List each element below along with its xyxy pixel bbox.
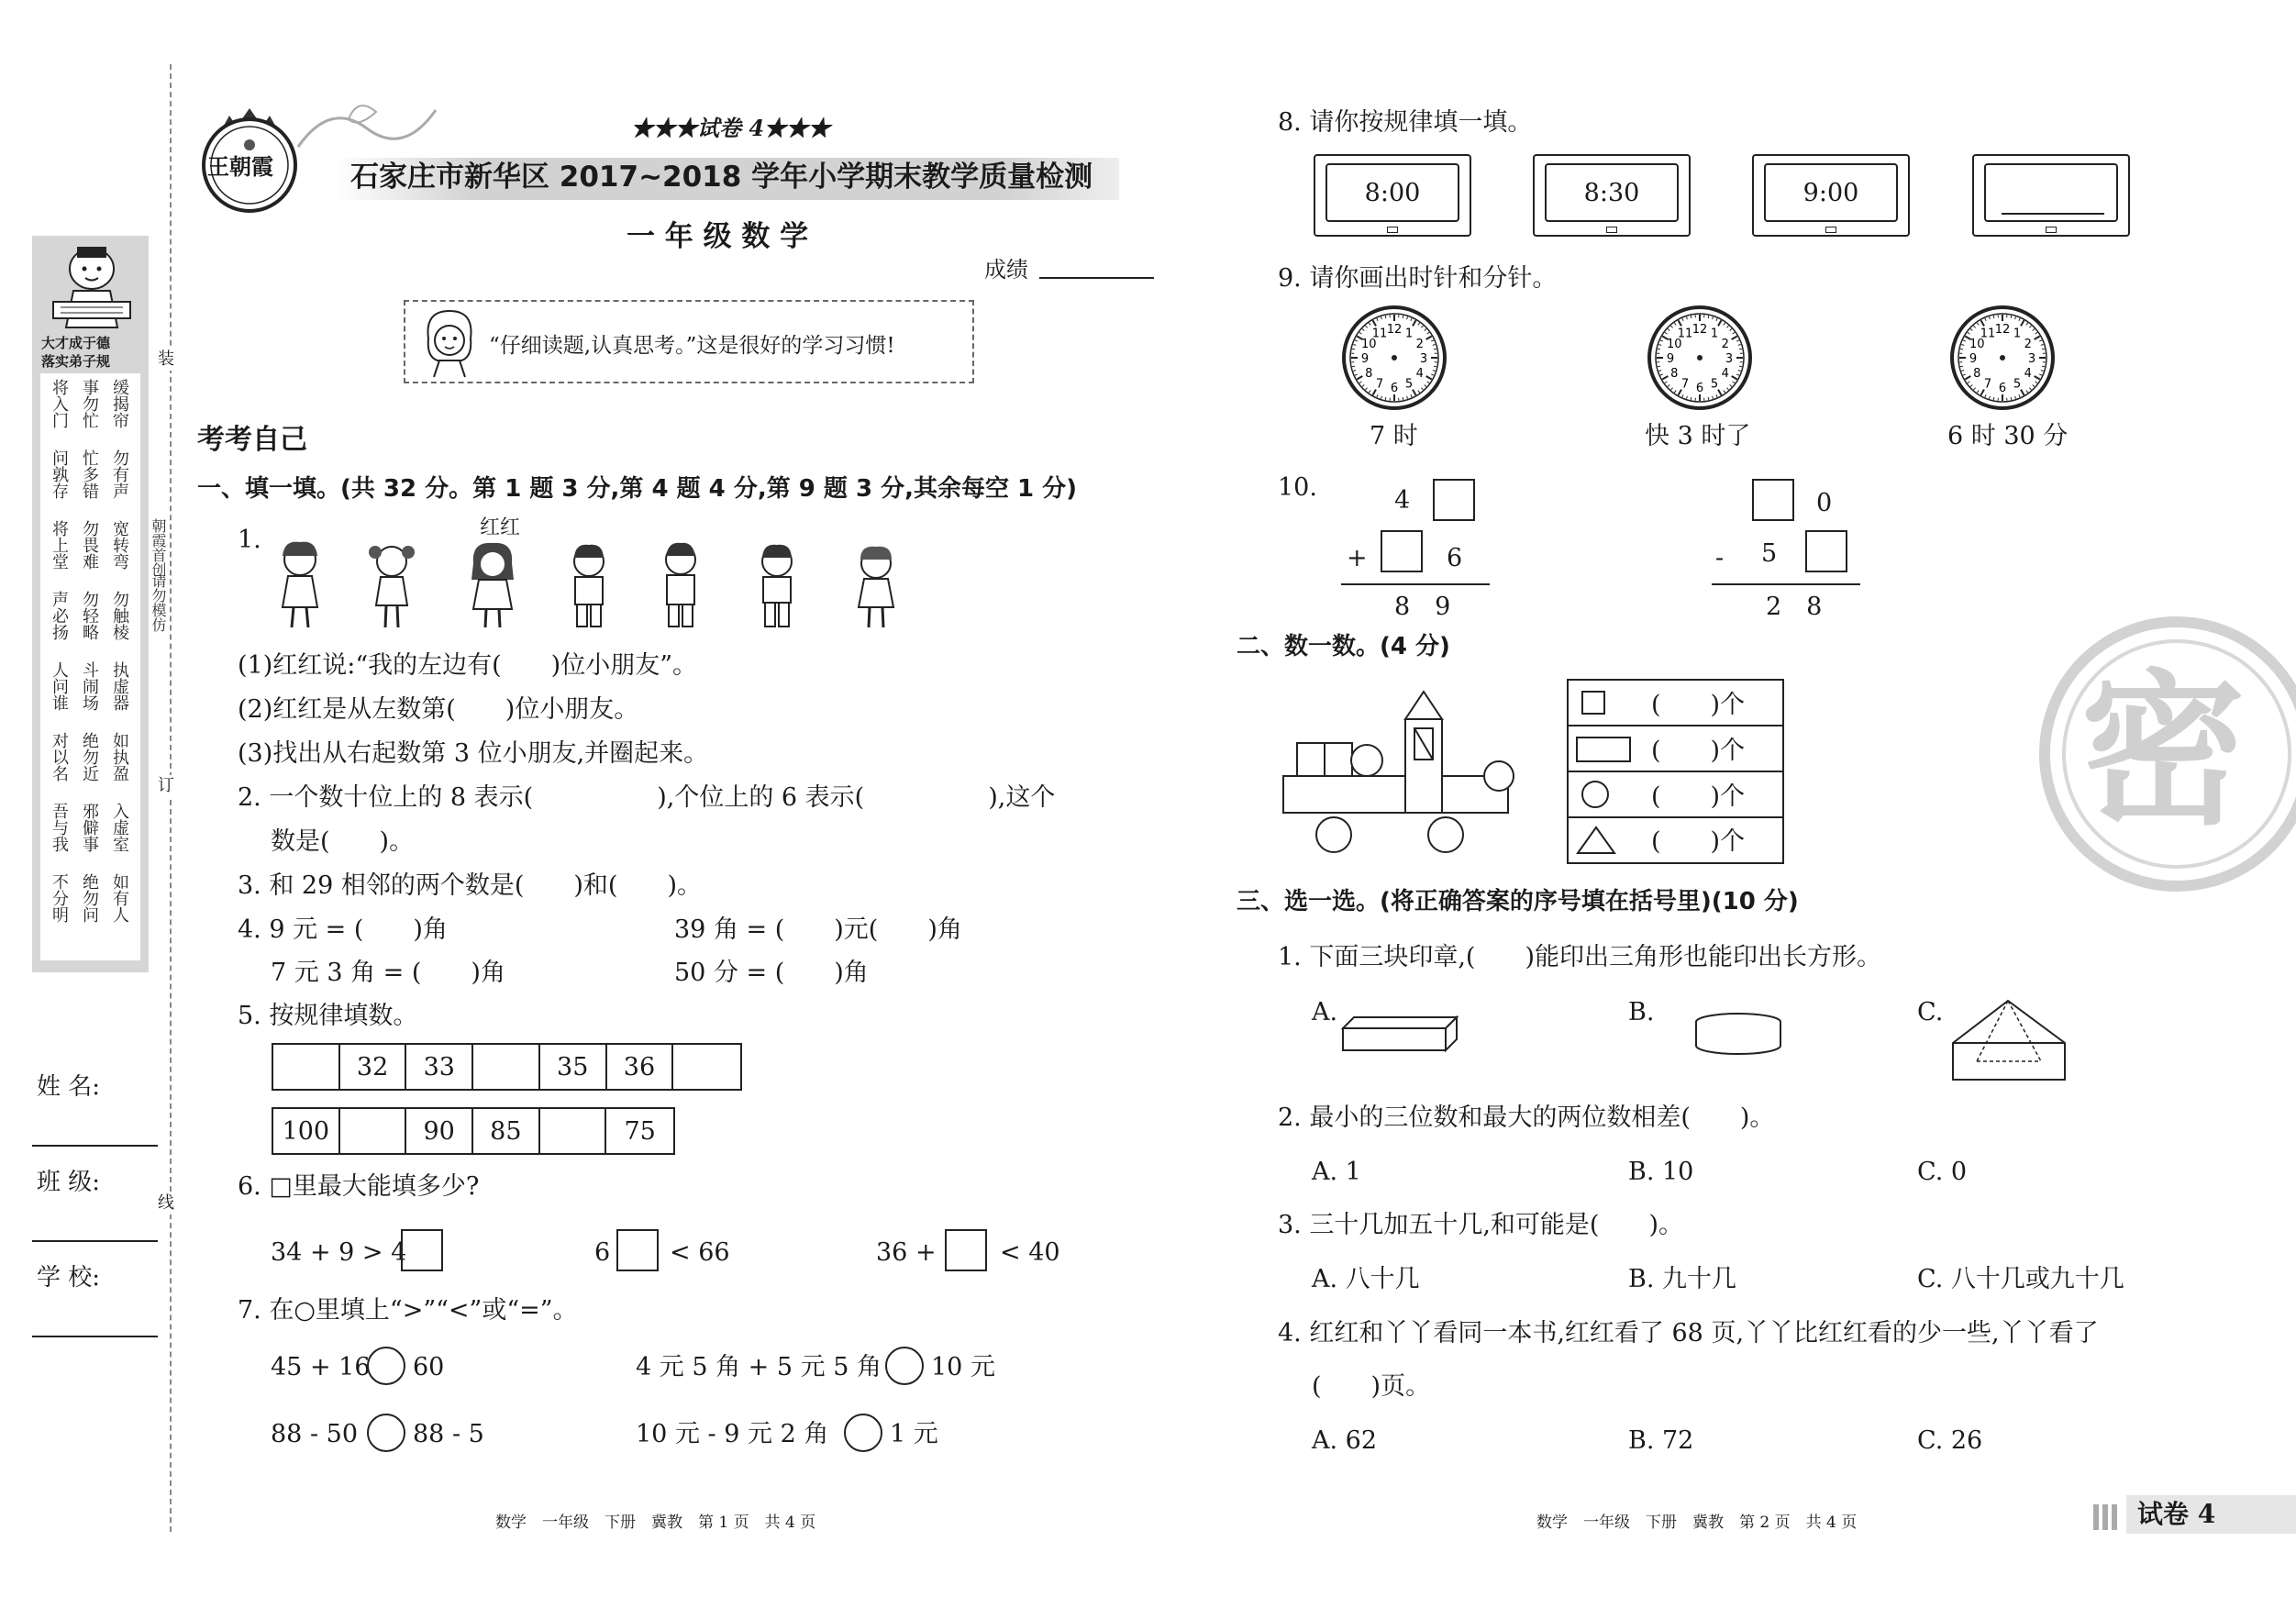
section-title: 考考自己 — [197, 424, 307, 456]
choice-q3-option-a[interactable]: A. 八十几 — [1312, 1265, 1420, 1293]
choice-q4-option-c[interactable]: C. 26 — [1917, 1426, 1983, 1455]
q5-cell[interactable] — [340, 1109, 407, 1153]
clock-numeral: 10 — [1969, 338, 1985, 351]
exam-title: 石家庄市新华区 2017~2018 学年小学期末教学质量检测 — [350, 161, 1093, 194]
clock-display-4-blank[interactable] — [1972, 154, 2130, 237]
count-blank-triangle[interactable]: ( )个 — [1651, 827, 1746, 856]
school-label: 学 校: — [37, 1264, 101, 1292]
clock-display-knob — [1825, 227, 1836, 233]
circle-shape-icon — [1581, 781, 1609, 808]
q10-b-top-box[interactable] — [1752, 479, 1794, 521]
q7-b-left: 4 元 5 角 + 5 元 5 角 — [636, 1353, 882, 1381]
clock-display-knob — [1387, 227, 1398, 233]
q7-c-right: 88 - 5 — [413, 1420, 484, 1448]
q6-a-expression: 34 + 9 > 4 — [271, 1238, 407, 1267]
q5-cell: 32 — [340, 1045, 407, 1089]
q5: 5. 按规律填数。 — [238, 1002, 418, 1030]
q10-b-top-digit: 0 — [1816, 489, 1833, 517]
class-field[interactable] — [32, 1240, 158, 1242]
count-row-triangle — [1569, 818, 1782, 862]
q7: 7. 在○里填上“>”“<”或“=”。 — [238, 1296, 578, 1325]
name-field[interactable] — [32, 1145, 158, 1147]
q10-b-minus: - — [1715, 544, 1725, 572]
scholar-figure-icon — [46, 243, 138, 333]
shape-train-figure — [1277, 686, 1520, 856]
q10-a-result: 8 9 — [1394, 593, 1451, 621]
clock-display-screen: 8:00 — [1325, 163, 1459, 222]
maxim-column: 勿有声 — [110, 449, 129, 499]
clock-numeral: 9 — [1666, 352, 1675, 366]
q5-cell[interactable] — [473, 1045, 540, 1089]
q10-number: 10. — [1278, 473, 1317, 502]
clock-numeral: 12 — [1691, 323, 1708, 337]
clock-display-3 — [1752, 154, 1910, 237]
q10-a-mid-box[interactable] — [1381, 530, 1423, 572]
children-row-illustration — [266, 539, 926, 633]
clock-display-1 — [1314, 154, 1471, 237]
q1-number: 1. — [238, 526, 261, 554]
q10-a-mid-digit: 6 — [1447, 544, 1463, 572]
maxim-column: 将入门 — [50, 379, 69, 428]
clock-face-1[interactable] — [1341, 305, 1447, 411]
square-shape-icon — [1581, 691, 1605, 715]
clock-numeral: 5 — [1710, 377, 1719, 392]
clock-numeral: 2 — [1415, 338, 1424, 351]
part3-title: 三、选一选。(将正确答案的序号填在括号里)(10 分) — [1237, 888, 1799, 915]
clock-numeral: 5 — [2013, 377, 2022, 392]
count-blank-square[interactable]: ( )个 — [1651, 691, 1746, 719]
clock-numeral: 3 — [2027, 352, 2036, 366]
clock-display-screen: 9:00 — [1764, 163, 1898, 222]
maxim-column: 入虚室 — [110, 803, 129, 852]
q10-a-plus: + — [1347, 544, 1368, 572]
q1-sub1: (1)红红说:“我的左边有( )位小朋友”。 — [238, 651, 698, 680]
seal-label-2: 订 — [158, 776, 174, 795]
maxim-column: 将上堂 — [50, 520, 69, 570]
score-label: 成绩 — [984, 257, 1028, 283]
clock-numeral: 4 — [1415, 367, 1424, 381]
name-label: 姓 名: — [37, 1073, 101, 1101]
maxim-column: 对以名 — [50, 732, 69, 782]
child-1-icon — [283, 542, 317, 627]
choice-q1-option-a[interactable]: A. — [1312, 998, 1338, 1026]
choice-q3-option-c[interactable]: C. 八十几或九十几 — [1917, 1265, 2124, 1293]
q5-sequence-row-1 — [272, 1043, 742, 1091]
q6-b-prefix: 6 — [594, 1238, 611, 1267]
q10-b-mid-box[interactable] — [1805, 530, 1847, 572]
maxim-column: 邪僻事 — [80, 803, 99, 852]
q6: 6. □里最大能填多少? — [238, 1172, 480, 1201]
right-page-footer: 数学 一年级 下册 冀教 第 2 页 共 4 页 — [1536, 1514, 1858, 1532]
q5-cell[interactable] — [673, 1045, 740, 1089]
choice-q4-option-a[interactable]: A. 62 — [1312, 1426, 1378, 1455]
maxim-column: 绝勿问 — [80, 873, 99, 923]
exam-number: ★★★试卷 4★★★ — [631, 115, 831, 141]
maxim-column: 忙多错 — [80, 449, 99, 499]
q5-cell: 35 — [540, 1045, 607, 1089]
clock-numeral: 7 — [1680, 377, 1690, 392]
clock-face-2[interactable] — [1647, 305, 1753, 411]
q6-b-suffix: < 66 — [670, 1238, 730, 1267]
clock-numeral: 10 — [1361, 338, 1377, 351]
maxim-list — [40, 373, 140, 949]
sidebar-motto-top: 大才成于德 — [41, 335, 111, 351]
child-6-icon — [762, 545, 792, 627]
maxim-column: 问孰存 — [50, 449, 69, 499]
q4-b: 39 角 = ( )元( )角 — [674, 915, 962, 944]
count-table — [1567, 679, 1784, 864]
maxim-column: 缓揭帘 — [110, 379, 129, 428]
header-ribbon-decoration — [294, 92, 440, 156]
clock-numeral: 1 — [1404, 327, 1414, 341]
q10-a-top-box[interactable] — [1433, 479, 1475, 521]
maxim-column: 人问谁 — [50, 661, 69, 711]
clock-numeral: 9 — [1360, 352, 1370, 366]
q1-honghong-label: 红红 — [480, 516, 521, 539]
clock-label-2: 快 3 时了 — [1645, 422, 1751, 450]
part1-title: 一、填一填。(共 32 分。第 1 题 3 分,第 4 题 4 分,第 9 题 3 分,其余每空 1 分) — [197, 475, 1078, 503]
clock-numeral: 8 — [1973, 367, 1981, 381]
q7-d-left: 10 元 - 9 元 2 角 — [636, 1420, 829, 1448]
clock-numeral: 4 — [1721, 367, 1729, 381]
girl-reader-icon — [417, 305, 482, 379]
clock-numeral: 9 — [1969, 352, 1978, 366]
choice-q2: 2. 最小的三位数和最大的两位数相差( )。 — [1278, 1103, 1775, 1132]
maxim-column: 如有人 — [110, 873, 129, 923]
seal-label-3: 线 — [158, 1193, 174, 1213]
q5-cell[interactable] — [540, 1109, 607, 1153]
child-3-honghong-icon — [471, 543, 514, 627]
q5-cell: 33 — [406, 1045, 473, 1089]
clock-display-screen: 8:30 — [1545, 163, 1679, 222]
choice-q2-option-c[interactable]: C. 0 — [1917, 1158, 1968, 1186]
clock-numeral: 1 — [2013, 327, 2022, 341]
maxim-column: 不分明 — [50, 873, 69, 923]
tip-text: “仔细读题,认真思考。”这是很好的学习习惯! — [489, 334, 895, 358]
clock-numeral: 6 — [1695, 382, 1704, 395]
choice-q1-option-b[interactable]: B. — [1628, 998, 1655, 1026]
maxim-box — [40, 373, 140, 960]
clock-numeral: 12 — [1386, 323, 1403, 337]
q7-a-right: 60 — [413, 1353, 445, 1381]
clock-numeral: 2 — [2024, 338, 2032, 351]
score-field[interactable] — [1039, 277, 1154, 279]
clock-numeral: 2 — [1721, 338, 1729, 351]
sidebar-motto-bottom: 落实弟子规 — [41, 353, 111, 370]
q2-line2: 数是( )。 — [271, 827, 415, 856]
clock-numeral: 7 — [1983, 377, 1992, 392]
choice-q4-option-b[interactable]: B. 72 — [1628, 1426, 1694, 1455]
maxim-column: 绝勿近 — [80, 732, 99, 782]
clock-numeral: 3 — [1725, 352, 1734, 366]
q3: 3. 和 29 相邻的两个数是( )和( )。 — [238, 871, 702, 900]
q6-c-suffix: < 40 — [1000, 1238, 1060, 1267]
maxim-column: 勿轻略 — [80, 591, 99, 640]
q4-d: 50 分 = ( )角 — [674, 959, 869, 987]
q5-cell: 85 — [473, 1109, 540, 1153]
maxim-column: 勿畏难 — [80, 520, 99, 570]
clock-label-3: 6 时 30 分 — [1947, 422, 2069, 450]
child-2-icon — [369, 546, 415, 627]
maxim-column: 宽转弯 — [110, 520, 129, 570]
q5-cell: 100 — [273, 1109, 340, 1153]
count-blank-rectangle[interactable]: ( )个 — [1651, 737, 1746, 765]
clock-numeral: 11 — [1980, 327, 1996, 341]
clock-display-knob — [1606, 227, 1617, 233]
count-row-rectangle — [1569, 726, 1782, 772]
choice-q2-option-a[interactable]: A. 1 — [1312, 1158, 1361, 1186]
part2-title: 二、数一数。(4 分) — [1237, 633, 1450, 660]
maxim-column: 斗闹场 — [80, 661, 99, 711]
maxim-column: 执虚器 — [110, 661, 129, 711]
exam-subtitle: 一 年 级 数 学 — [627, 220, 809, 253]
stamp-cuboid-figure — [1341, 1014, 1460, 1055]
clock-numeral: 8 — [1670, 367, 1679, 381]
maxim-column: 吾与我 — [50, 803, 69, 852]
q4-a: 4. 9 元 = ( )角 — [238, 915, 448, 944]
clock-numeral: 1 — [1710, 327, 1719, 341]
clock-numeral: 7 — [1375, 377, 1384, 392]
confidential-stamp-char: 密 — [2080, 656, 2246, 848]
q10-b-difference-line — [1712, 583, 1860, 585]
maxim-column: 声必扬 — [50, 591, 69, 640]
binding-line — [170, 64, 172, 1532]
blank-answer-line — [2002, 213, 2104, 215]
clock-display-2 — [1533, 154, 1691, 237]
q6-c-answer-box[interactable] — [945, 1229, 987, 1271]
q10-a-top-digit: 4 — [1394, 486, 1411, 515]
corner-decoration — [2093, 1504, 2121, 1530]
q9: 9. 请你画出时针和分针。 — [1278, 264, 1558, 293]
child-5-icon — [666, 543, 695, 627]
clock-numeral: 3 — [1419, 352, 1428, 366]
q7-a-compare-circle[interactable] — [367, 1347, 405, 1385]
q8: 8. 请你按规律填一填。 — [1278, 108, 1533, 137]
corner-label: 试卷 4 — [2137, 1499, 2216, 1529]
clock-display-knob — [2046, 227, 2057, 233]
q1-sub2: (2)红红是从左数第( )位小朋友。 — [238, 695, 639, 724]
left-page-footer: 数学 一年级 下册 冀教 第 1 页 共 4 页 — [495, 1514, 816, 1532]
maxim-column: 如执盈 — [110, 732, 129, 782]
choice-q1-option-c[interactable]: C. — [1917, 998, 1944, 1026]
clock-numeral: 11 — [1371, 327, 1388, 341]
q7-d-right: 1 元 — [890, 1420, 938, 1448]
q10-b-result: 2 8 — [1766, 593, 1823, 621]
choice-q2-option-b[interactable]: B. 10 — [1628, 1158, 1694, 1186]
child-7-icon — [859, 547, 893, 627]
sidebar-note-2: 请勿模仿 — [150, 573, 167, 632]
count-row-square — [1569, 681, 1782, 726]
school-field[interactable] — [32, 1336, 158, 1337]
triangle-shape-icon — [1576, 826, 1616, 855]
sidebar-motto-panel — [32, 236, 149, 972]
q4-c: 7 元 3 角 = ( )角 — [271, 959, 505, 987]
choice-q3: 3. 三十几加五十几,和可能是( )。 — [1278, 1211, 1683, 1239]
clock-label-1: 7 时 — [1370, 422, 1418, 450]
clock-numeral: 6 — [1998, 382, 2007, 395]
choice-q4-line2: ( )页。 — [1312, 1372, 1431, 1401]
maxim-column: 勿触棱 — [110, 591, 129, 640]
count-row-circle — [1569, 772, 1782, 818]
stamp-cylinder-figure — [1692, 1011, 1784, 1059]
child-4-icon — [574, 545, 604, 627]
q10-a-sum-line — [1341, 583, 1490, 585]
q6-c-prefix: 36 + — [876, 1238, 937, 1267]
q7-c-compare-circle[interactable] — [367, 1414, 405, 1452]
choice-q1: 1. 下面三块印章,( )能印出三角形也能印出长方形。 — [1278, 943, 1881, 971]
clock-face-3[interactable] — [1949, 305, 2056, 411]
q6-a-answer-box[interactable] — [401, 1229, 443, 1271]
clock-numeral: 12 — [1994, 323, 2011, 337]
count-blank-circle[interactable]: ( )个 — [1651, 782, 1746, 811]
clock-numeral: 6 — [1390, 382, 1399, 395]
q7-b-compare-circle[interactable] — [885, 1347, 924, 1385]
q7-c-left: 88 - 50 — [271, 1420, 359, 1448]
choice-q4-line1: 4. 红红和丫丫看同一本书,红红看了 68 页,丫丫比红红看的少一些,丫丫看了 — [1278, 1319, 2099, 1347]
clock-numeral: 4 — [2024, 367, 2032, 381]
q6-b-answer-box[interactable] — [616, 1229, 659, 1271]
clock-numeral: 5 — [1404, 377, 1414, 392]
q7-a-left: 45 + 16 — [271, 1353, 371, 1381]
class-label: 班 级: — [37, 1169, 101, 1196]
rectangle-shape-icon — [1576, 737, 1631, 762]
q1-sub3: (3)找出从右起数第 3 位小朋友,并圈起来。 — [238, 739, 709, 768]
clock-numeral: 8 — [1365, 367, 1373, 381]
q5-cell: 36 — [607, 1045, 674, 1089]
q5-sequence-row-2 — [272, 1107, 675, 1155]
clock-numeral: 11 — [1677, 327, 1693, 341]
maxim-column: 事勿忙 — [80, 379, 99, 428]
q5-cell: 90 — [406, 1109, 473, 1153]
q2-line1: 2. 一个数十位上的 8 表示( ),个位上的 6 表示( ),这个 — [238, 783, 1056, 812]
clock-numeral: 10 — [1667, 338, 1682, 351]
brand-logo-text: 王朝霞 — [207, 153, 273, 180]
sidebar-note-1: 朝霞首创 — [150, 518, 167, 577]
q5-cell: 75 — [624, 1116, 656, 1146]
q10-b-mid-digit: 5 — [1761, 539, 1778, 568]
q5-cell[interactable] — [273, 1045, 340, 1089]
choice-q3-option-b[interactable]: B. 九十几 — [1628, 1265, 1737, 1293]
stamp-prism-figure — [1949, 997, 2069, 1084]
seal-label-1: 装 — [158, 349, 174, 369]
q7-d-compare-circle[interactable] — [844, 1414, 882, 1452]
q7-b-right: 10 元 — [931, 1353, 995, 1381]
